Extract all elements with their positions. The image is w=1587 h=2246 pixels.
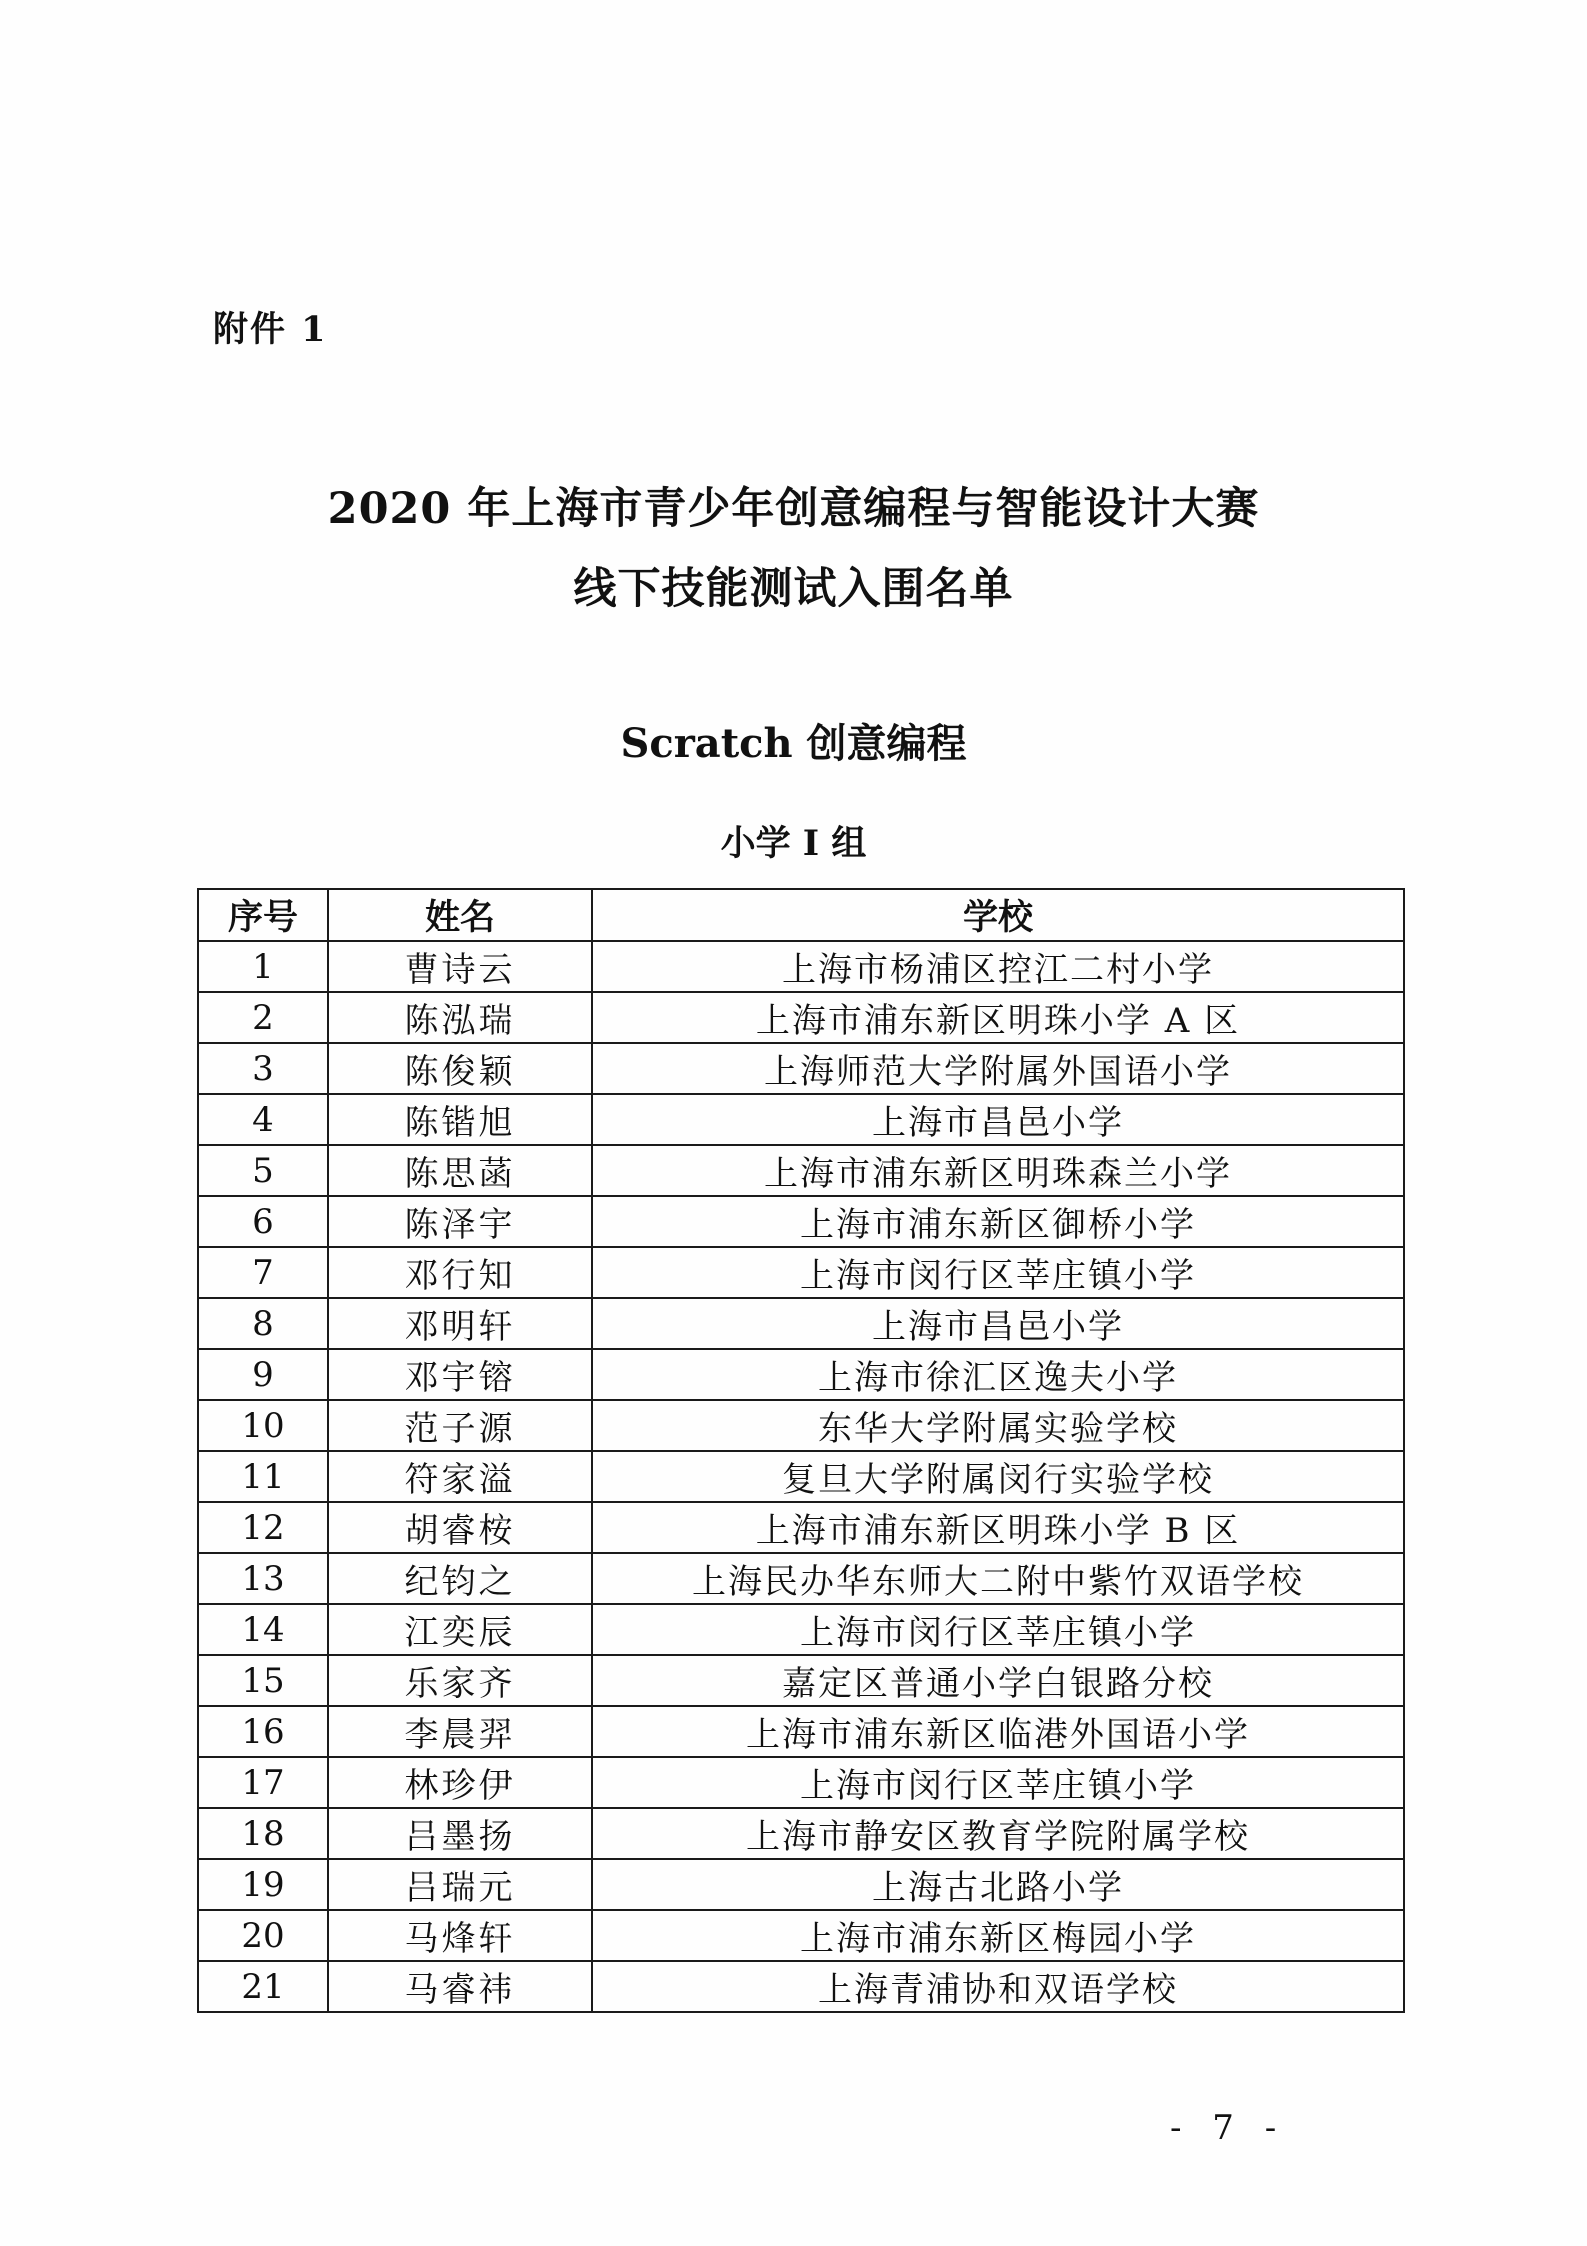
table-row (198, 1349, 1404, 1400)
header-name: 姓名 (328, 889, 592, 941)
row-school: 上海市闵行区莘庄镇小学 (592, 1757, 1404, 1808)
table-row (198, 1400, 1404, 1451)
header-number: 序号 (198, 889, 328, 941)
table-row (198, 1196, 1404, 1247)
row-school: 上海市闵行区莘庄镇小学 (592, 1604, 1404, 1655)
row-name: 陈思菡 (328, 1145, 592, 1196)
row-name: 陈泓瑞 (328, 992, 592, 1043)
row-number: 21 (198, 1961, 328, 2012)
row-name: 吕瑞元 (328, 1859, 592, 1910)
row-number: 9 (198, 1349, 328, 1400)
row-number: 11 (198, 1451, 328, 1502)
attachment-label: 附件 1 (213, 309, 328, 350)
row-name: 陈锴旭 (328, 1094, 592, 1145)
row-name: 陈俊颖 (328, 1043, 592, 1094)
row-number: 17 (198, 1757, 328, 1808)
table-row (198, 1502, 1404, 1553)
row-school: 上海市浦东新区明珠小学 B 区 (592, 1502, 1404, 1553)
table-row (198, 1247, 1404, 1298)
row-school: 上海市杨浦区控江二村小学 (592, 941, 1404, 992)
row-number: 19 (198, 1859, 328, 1910)
table-row (198, 1451, 1404, 1502)
row-number: 15 (198, 1655, 328, 1706)
row-school: 上海古北路小学 (592, 1859, 1404, 1910)
row-number: 18 (198, 1808, 328, 1859)
table-row (198, 992, 1404, 1043)
row-number: 8 (198, 1298, 328, 1349)
row-number: 2 (198, 992, 328, 1043)
row-number: 3 (198, 1043, 328, 1094)
document-title-line-2: 线下技能测试入围名单 (573, 564, 1014, 614)
table-row (198, 1145, 1404, 1196)
row-school: 上海市浦东新区明珠小学 A 区 (592, 992, 1404, 1043)
row-name: 江奕辰 (328, 1604, 592, 1655)
row-name: 陈泽宇 (328, 1196, 592, 1247)
row-school: 上海市浦东新区明珠森兰小学 (592, 1145, 1404, 1196)
row-school: 上海市静安区教育学院附属学校 (592, 1808, 1404, 1859)
row-number: 7 (198, 1247, 328, 1298)
table-row (198, 1808, 1404, 1859)
table-row (198, 1655, 1404, 1706)
row-school: 上海市浦东新区临港外国语小学 (592, 1706, 1404, 1757)
row-name: 林珍伊 (328, 1757, 592, 1808)
row-school: 上海市昌邑小学 (592, 1094, 1404, 1145)
row-name: 曹诗云 (328, 941, 592, 992)
table-row (198, 1757, 1404, 1808)
table-row (198, 1604, 1404, 1655)
row-school: 上海市昌邑小学 (592, 1298, 1404, 1349)
row-number: 1 (198, 941, 328, 992)
row-school: 上海市浦东新区御桥小学 (592, 1196, 1404, 1247)
table-row (198, 1094, 1404, 1145)
table-header-row (198, 889, 1404, 941)
row-name: 邓行知 (328, 1247, 592, 1298)
table-row (198, 1043, 1404, 1094)
row-number: 12 (198, 1502, 328, 1553)
roster-table (197, 888, 1405, 2013)
row-school: 嘉定区普通小学白银路分校 (592, 1655, 1404, 1706)
table-row (198, 1859, 1404, 1910)
row-name: 胡睿桉 (328, 1502, 592, 1553)
row-name: 吕墨扬 (328, 1808, 592, 1859)
table-row (198, 1298, 1404, 1349)
row-school: 上海民办华东师大二附中紫竹双语学校 (592, 1553, 1404, 1604)
group-title: 小学 I 组 (720, 823, 867, 864)
row-name: 纪钧之 (328, 1553, 592, 1604)
page-number: - 7 - (1170, 2108, 1287, 2148)
row-school: 复旦大学附属闵行实验学校 (592, 1451, 1404, 1502)
row-name: 邓明轩 (328, 1298, 592, 1349)
row-number: 20 (198, 1910, 328, 1961)
row-school: 东华大学附属实验学校 (592, 1400, 1404, 1451)
table-row (198, 1961, 1404, 2012)
row-number: 13 (198, 1553, 328, 1604)
document-title-line-1: 2020 年上海市青少年创意编程与智能设计大赛 (327, 484, 1260, 534)
table-row (198, 1910, 1404, 1961)
table-row (198, 941, 1404, 992)
row-school: 上海市浦东新区梅园小学 (592, 1910, 1404, 1961)
row-name: 符家溢 (328, 1451, 592, 1502)
row-school: 上海市徐汇区逸夫小学 (592, 1349, 1404, 1400)
row-name: 范子源 (328, 1400, 592, 1451)
row-number: 5 (198, 1145, 328, 1196)
row-number: 4 (198, 1094, 328, 1145)
row-name: 李晨羿 (328, 1706, 592, 1757)
row-school: 上海市闵行区莘庄镇小学 (592, 1247, 1404, 1298)
row-number: 16 (198, 1706, 328, 1757)
table-row (198, 1553, 1404, 1604)
row-name: 乐家齐 (328, 1655, 592, 1706)
row-school: 上海青浦协和双语学校 (592, 1961, 1404, 2012)
row-number: 10 (198, 1400, 328, 1451)
row-number: 6 (198, 1196, 328, 1247)
header-school: 学校 (592, 889, 1404, 941)
table-row (198, 1706, 1404, 1757)
row-school: 上海师范大学附属外国语小学 (592, 1043, 1404, 1094)
section-title: Scratch 创意编程 (620, 720, 967, 767)
row-number: 14 (198, 1604, 328, 1655)
row-name: 马睿祎 (328, 1961, 592, 2012)
row-name: 马烽轩 (328, 1910, 592, 1961)
row-name: 邓宇镕 (328, 1349, 592, 1400)
